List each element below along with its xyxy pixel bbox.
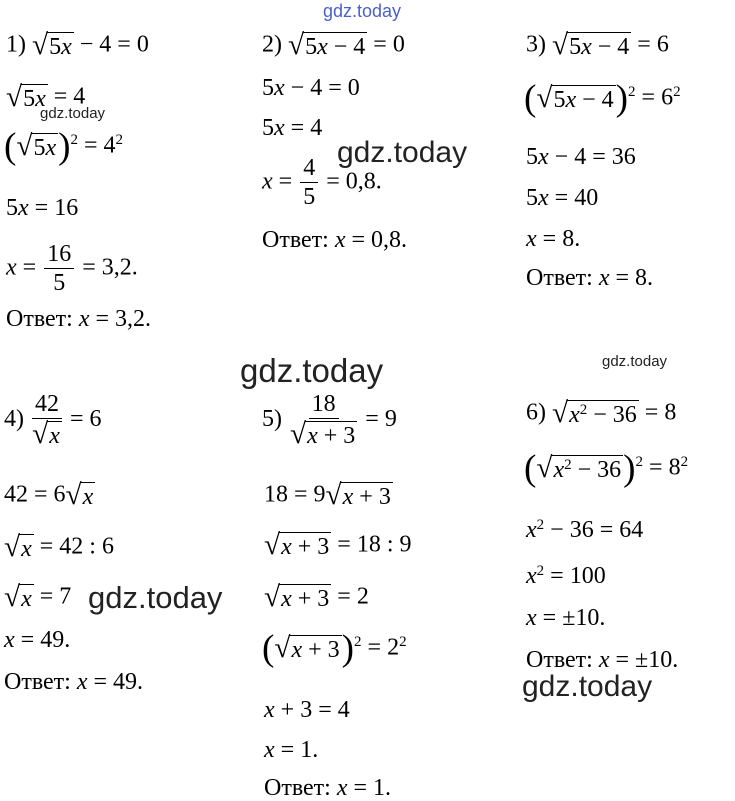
p5-step-4: ( √ x + 3 )$^2 = 2^2$ [262,628,407,669]
p1-step-1: √ 5x = 4 [6,81,86,113]
p4-answer: Ответ: x = 49. [4,669,144,695]
p3-step-3: 5x = 40 [526,185,599,211]
p1-step-2: ( √ 5x )$^2 = 4^2$ [4,126,124,167]
watermark-large-2: gdz.today [240,352,384,389]
p5-number: 5) [262,406,282,433]
p6-step-4: x = ±10. [526,605,606,631]
p6-step-1: ( √ $x^2 - 36$ )$^2 = 8^2$ [524,448,689,489]
p5-step-3: √ x + 3 = 2 [264,581,369,613]
p5-step-1: 18 = 9 √ x + 3 [264,479,391,511]
p5-step-2: √ x + 3 = 18 : 9 [264,529,412,561]
p1-equation: 1) √ 5x − 4 = 0 [6,29,149,61]
p4-step-3: √ x = 7 [4,581,72,613]
p6-equation: 6) √ $x^2 - 36$ = 8 [526,397,677,429]
p4-step-4: x = 49. [4,627,71,653]
p2-equation: 2) √ 5x − 4 = 0 [262,29,405,61]
watermark-small-1: gdz.today [40,105,106,122]
watermark-small-2: gdz.today [602,353,668,370]
p3-step-1: ( √ 5x − 4 )$^2 = 6^2$ [524,78,681,119]
p4-step-1: 42 = 6 √ x [4,479,94,511]
p1-step-3: 5x = 16 [6,195,79,221]
watermark-large-4: gdz.today [522,670,653,703]
p3-step-2: 5x − 4 = 36 [526,144,636,170]
p4-equation: 4) 42 √ x = 6 [4,391,102,451]
p5-step-5: x + 3 = 4 [264,697,350,723]
watermark-large-1: gdz.today [337,136,468,169]
p6-answer: Ответ: x = ±10. [526,647,679,673]
p3-number: 3) [526,31,546,58]
p1-number: 1) [6,31,26,58]
p1-answer: Ответ: x = 3,2. [6,306,152,332]
p2-step-3: x = $\frac{4}{5}$ = 0,8. [262,155,382,211]
p1-step-4: x = $\frac{16}{5}$ = 3,2. [6,241,138,297]
watermark-top: gdz.today [323,1,402,21]
p6-number: 6) [526,399,546,426]
p5-step-6: x = 1. [264,737,319,763]
p2-step-1: 5x − 4 = 0 [262,75,360,101]
watermark-large-3: gdz.today [88,580,223,615]
p3-equation: 3) √ 5x − 4 = 6 [526,29,669,61]
p4-number: 4) [4,406,24,433]
p5-answer: Ответ: x = 1. [264,775,392,801]
p3-answer: Ответ: x = 8. [526,265,654,291]
p4-step-2: √ x = 42 : 6 [4,531,114,563]
p6-step-3: $x^2 = 100$ [526,562,606,589]
p5-equation: 5) 18 √ x + 3 = 9 [262,391,397,451]
p3-step-4: x = 8. [526,226,581,252]
p2-number: 2) [262,31,282,58]
p2-answer: Ответ: x = 0,8. [262,227,408,253]
p6-step-2: $x^2 - 36 = 64$ [526,516,644,543]
p2-step-2: 5x = 4 [262,115,323,141]
